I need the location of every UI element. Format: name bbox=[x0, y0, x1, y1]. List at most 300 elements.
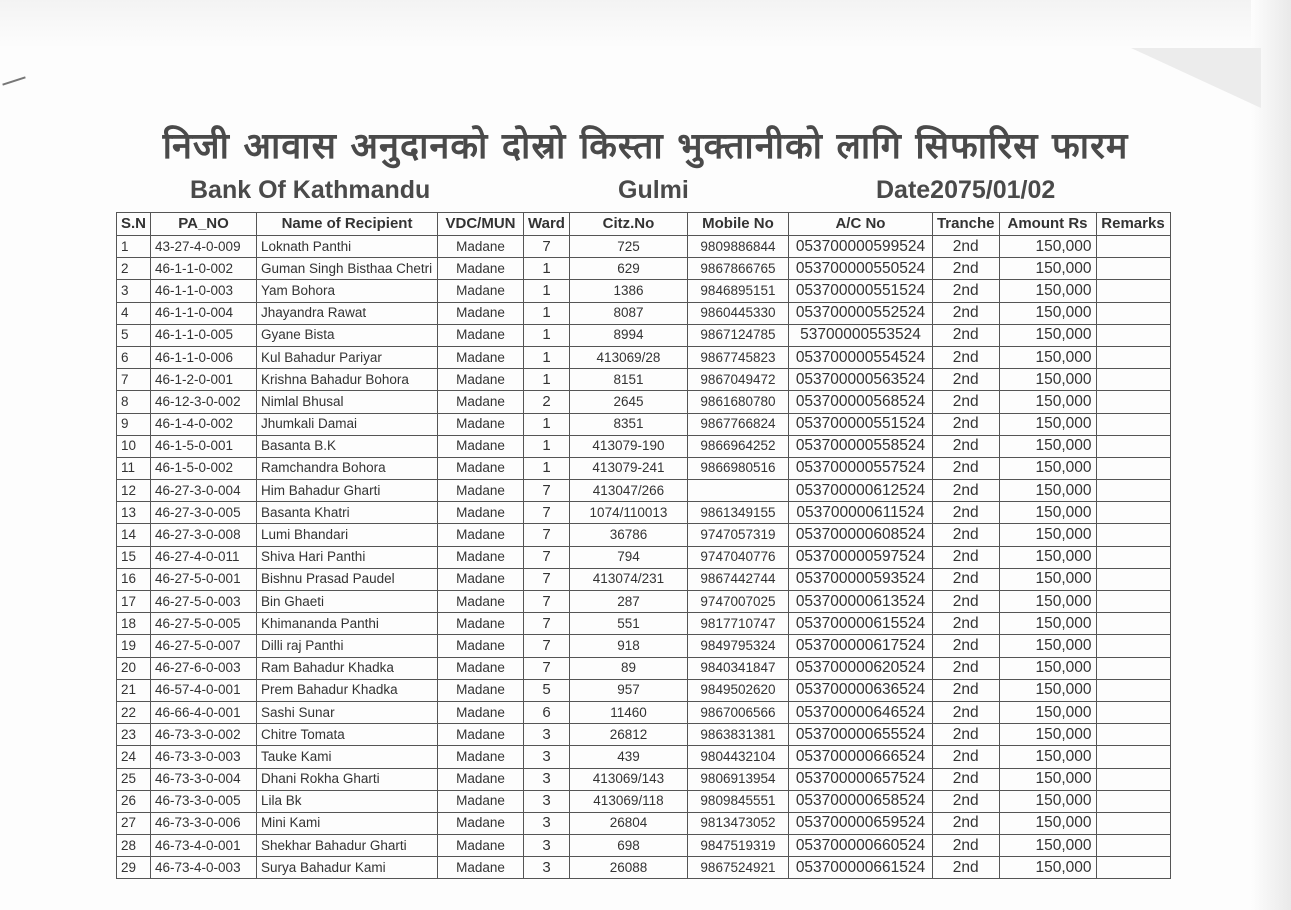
column-header-account: A/C No bbox=[788, 213, 932, 236]
cell-pa-no: 46-27-5-0-001 bbox=[151, 568, 257, 590]
cell-citizenship: 8151 bbox=[569, 369, 687, 391]
cell-ward: 7 bbox=[524, 524, 570, 546]
cell-vdc: Madane bbox=[438, 546, 524, 568]
cell-mobile: 9867442744 bbox=[687, 568, 788, 590]
cell-mobile: 9747040776 bbox=[687, 546, 788, 568]
table-row bbox=[117, 435, 1171, 457]
cell-sn: 6 bbox=[117, 346, 151, 368]
cell-name: Dilli raj Panthi bbox=[257, 635, 438, 657]
cell-name: Prem Bahadur Khadka bbox=[257, 679, 438, 701]
form-title: निजी आवास अनुदानको दोस्रो किस्ता भुक्तानीको लागि सिफारिस फारम bbox=[162, 126, 1129, 167]
cell-remarks bbox=[1096, 480, 1170, 502]
cell-mobile: 9809845551 bbox=[687, 790, 788, 812]
cell-account: 053700000593524 bbox=[788, 568, 932, 590]
cell-pa-no: 46-1-1-0-002 bbox=[151, 258, 257, 280]
cell-remarks bbox=[1096, 790, 1170, 812]
cell-name: Ram Bahadur Khadka bbox=[257, 657, 438, 679]
cell-account: 053700000660524 bbox=[788, 835, 932, 857]
cell-ward: 1 bbox=[524, 457, 570, 479]
page-corner-fold bbox=[1131, 48, 1261, 108]
cell-sn: 14 bbox=[117, 524, 151, 546]
cell-sn: 29 bbox=[117, 857, 151, 879]
cell-amount: 150,000 bbox=[999, 768, 1096, 790]
table-row bbox=[117, 258, 1171, 280]
cell-remarks bbox=[1096, 724, 1170, 746]
table-row bbox=[117, 546, 1171, 568]
cell-sn: 28 bbox=[117, 835, 151, 857]
cell-citizenship: 1074/110013 bbox=[569, 502, 687, 524]
table-row bbox=[117, 302, 1171, 324]
table-row bbox=[117, 701, 1171, 723]
cell-tranche: 2nd bbox=[932, 657, 999, 679]
cell-name: Nimlal Bhusal bbox=[257, 391, 438, 413]
cell-sn: 25 bbox=[117, 768, 151, 790]
cell-tranche: 2nd bbox=[932, 502, 999, 524]
cell-sn: 26 bbox=[117, 790, 151, 812]
column-header-name: Name of Recipient bbox=[257, 213, 438, 236]
cell-pa-no: 46-1-4-0-002 bbox=[151, 413, 257, 435]
cell-vdc: Madane bbox=[438, 724, 524, 746]
cell-account: 053700000550524 bbox=[788, 258, 932, 280]
cell-ward: 3 bbox=[524, 857, 570, 879]
cell-vdc: Madane bbox=[438, 746, 524, 768]
cell-citizenship: 725 bbox=[569, 236, 687, 258]
cell-sn: 19 bbox=[117, 635, 151, 657]
table-row bbox=[117, 724, 1171, 746]
cell-citizenship: 26088 bbox=[569, 857, 687, 879]
cell-sn: 5 bbox=[117, 324, 151, 346]
cell-ward: 1 bbox=[524, 346, 570, 368]
cell-account: 053700000608524 bbox=[788, 524, 932, 546]
cell-ward: 1 bbox=[524, 413, 570, 435]
cell-pa-no: 46-1-5-0-002 bbox=[151, 457, 257, 479]
cell-account: 053700000659524 bbox=[788, 812, 932, 834]
column-header-citizenship: Citz.No bbox=[569, 213, 687, 236]
cell-name: Surya Bahadur Kami bbox=[257, 857, 438, 879]
column-header-vdc: VDC/MUN bbox=[438, 213, 524, 236]
cell-account: 053700000557524 bbox=[788, 457, 932, 479]
cell-tranche: 2nd bbox=[932, 280, 999, 302]
cell-citizenship: 629 bbox=[569, 258, 687, 280]
column-header-amount: Amount Rs bbox=[999, 213, 1096, 236]
cell-account: 053700000658524 bbox=[788, 790, 932, 812]
cell-ward: 3 bbox=[524, 835, 570, 857]
cell-mobile: 9861680780 bbox=[687, 391, 788, 413]
cell-name: Guman Singh Bisthaa Chetri bbox=[257, 258, 438, 280]
cell-tranche: 2nd bbox=[932, 302, 999, 324]
cell-account: 053700000611524 bbox=[788, 502, 932, 524]
cell-amount: 150,000 bbox=[999, 546, 1096, 568]
table-row bbox=[117, 657, 1171, 679]
table-row bbox=[117, 635, 1171, 657]
cell-tranche: 2nd bbox=[932, 369, 999, 391]
cell-sn: 24 bbox=[117, 746, 151, 768]
cell-sn: 11 bbox=[117, 457, 151, 479]
cell-remarks bbox=[1096, 568, 1170, 590]
table-row bbox=[117, 568, 1171, 590]
column-header-ward: Ward bbox=[524, 213, 570, 236]
table-row bbox=[117, 812, 1171, 834]
cell-citizenship: 698 bbox=[569, 835, 687, 857]
cell-tranche: 2nd bbox=[932, 324, 999, 346]
cell-remarks bbox=[1096, 435, 1170, 457]
cell-pa-no: 46-57-4-0-001 bbox=[151, 679, 257, 701]
cell-mobile: 9867124785 bbox=[687, 324, 788, 346]
column-header-sn: S.N bbox=[117, 213, 151, 236]
cell-mobile: 9867866765 bbox=[687, 258, 788, 280]
cell-pa-no: 46-66-4-0-001 bbox=[151, 701, 257, 723]
scan-shadow bbox=[0, 0, 1291, 48]
cell-account: 053700000599524 bbox=[788, 236, 932, 258]
cell-amount: 150,000 bbox=[999, 524, 1096, 546]
cell-pa-no: 46-27-3-0-004 bbox=[151, 480, 257, 502]
cell-tranche: 2nd bbox=[932, 524, 999, 546]
cell-remarks bbox=[1096, 701, 1170, 723]
cell-citizenship: 1386 bbox=[569, 280, 687, 302]
cell-account: 053700000563524 bbox=[788, 369, 932, 391]
cell-pa-no: 46-1-1-0-003 bbox=[151, 280, 257, 302]
cell-tranche: 2nd bbox=[932, 701, 999, 723]
cell-mobile: 9847519319 bbox=[687, 835, 788, 857]
cell-tranche: 2nd bbox=[932, 346, 999, 368]
cell-tranche: 2nd bbox=[932, 236, 999, 258]
cell-account: 053700000568524 bbox=[788, 391, 932, 413]
cell-remarks bbox=[1096, 280, 1170, 302]
cell-remarks bbox=[1096, 369, 1170, 391]
cell-ward: 6 bbox=[524, 701, 570, 723]
cell-account: 053700000554524 bbox=[788, 346, 932, 368]
cell-mobile: 9849795324 bbox=[687, 635, 788, 657]
table-row bbox=[117, 524, 1171, 546]
cell-remarks bbox=[1096, 768, 1170, 790]
district-name: Gulmi bbox=[618, 176, 689, 204]
cell-sn: 1 bbox=[117, 236, 151, 258]
cell-pa-no: 46-73-3-0-004 bbox=[151, 768, 257, 790]
cell-tranche: 2nd bbox=[932, 568, 999, 590]
cell-vdc: Madane bbox=[438, 480, 524, 502]
cell-sn: 16 bbox=[117, 568, 151, 590]
cell-name: Kul Bahadur Pariyar bbox=[257, 346, 438, 368]
cell-vdc: Madane bbox=[438, 568, 524, 590]
cell-mobile: 9747057319 bbox=[687, 524, 788, 546]
table-row bbox=[117, 835, 1171, 857]
cell-amount: 150,000 bbox=[999, 857, 1096, 879]
cell-account: 053700000620524 bbox=[788, 657, 932, 679]
cell-vdc: Madane bbox=[438, 258, 524, 280]
cell-remarks bbox=[1096, 679, 1170, 701]
cell-remarks bbox=[1096, 835, 1170, 857]
table-row bbox=[117, 236, 1171, 258]
cell-remarks bbox=[1096, 258, 1170, 280]
cell-account: 053700000666524 bbox=[788, 746, 932, 768]
cell-pa-no: 46-12-3-0-002 bbox=[151, 391, 257, 413]
cell-remarks bbox=[1096, 524, 1170, 546]
cell-tranche: 2nd bbox=[932, 413, 999, 435]
cell-name: Basanta B.K bbox=[257, 435, 438, 457]
cell-vdc: Madane bbox=[438, 524, 524, 546]
cell-citizenship: 26804 bbox=[569, 812, 687, 834]
table-row bbox=[117, 790, 1171, 812]
cell-tranche: 2nd bbox=[932, 679, 999, 701]
cell-name: Loknath Panthi bbox=[257, 236, 438, 258]
table-row bbox=[117, 324, 1171, 346]
cell-tranche: 2nd bbox=[932, 724, 999, 746]
cell-remarks bbox=[1096, 457, 1170, 479]
table-row bbox=[117, 369, 1171, 391]
cell-remarks bbox=[1096, 613, 1170, 635]
cell-account: 053700000636524 bbox=[788, 679, 932, 701]
cell-ward: 1 bbox=[524, 435, 570, 457]
cell-amount: 150,000 bbox=[999, 391, 1096, 413]
table-row bbox=[117, 679, 1171, 701]
cell-remarks bbox=[1096, 546, 1170, 568]
cell-name: Jhumkali Damai bbox=[257, 413, 438, 435]
cell-amount: 150,000 bbox=[999, 435, 1096, 457]
cell-pa-no: 46-73-4-0-003 bbox=[151, 857, 257, 879]
cell-account: 53700000553524 bbox=[788, 324, 932, 346]
cell-vdc: Madane bbox=[438, 391, 524, 413]
cell-mobile: 9849502620 bbox=[687, 679, 788, 701]
cell-remarks bbox=[1096, 413, 1170, 435]
cell-citizenship: 2645 bbox=[569, 391, 687, 413]
cell-pa-no: 46-1-1-0-006 bbox=[151, 346, 257, 368]
cell-tranche: 2nd bbox=[932, 635, 999, 657]
cell-name: Sashi Sunar bbox=[257, 701, 438, 723]
cell-name: Mini Kami bbox=[257, 812, 438, 834]
cell-mobile: 9846895151 bbox=[687, 280, 788, 302]
cell-vdc: Madane bbox=[438, 435, 524, 457]
cell-vdc: Madane bbox=[438, 236, 524, 258]
cell-ward: 7 bbox=[524, 236, 570, 258]
cell-citizenship: 413079-190 bbox=[569, 435, 687, 457]
cell-vdc: Madane bbox=[438, 857, 524, 879]
table-row bbox=[117, 413, 1171, 435]
cell-citizenship: 918 bbox=[569, 635, 687, 657]
cell-vdc: Madane bbox=[438, 302, 524, 324]
cell-citizenship: 413069/28 bbox=[569, 346, 687, 368]
cell-pa-no: 46-73-3-0-005 bbox=[151, 790, 257, 812]
cell-amount: 150,000 bbox=[999, 280, 1096, 302]
cell-remarks bbox=[1096, 591, 1170, 613]
cell-account: 053700000655524 bbox=[788, 724, 932, 746]
cell-amount: 150,000 bbox=[999, 258, 1096, 280]
cell-mobile: 9806913954 bbox=[687, 768, 788, 790]
cell-sn: 9 bbox=[117, 413, 151, 435]
cell-remarks bbox=[1096, 324, 1170, 346]
cell-sn: 4 bbox=[117, 302, 151, 324]
cell-citizenship: 413074/231 bbox=[569, 568, 687, 590]
cell-tranche: 2nd bbox=[932, 812, 999, 834]
cell-account: 053700000558524 bbox=[788, 435, 932, 457]
cell-vdc: Madane bbox=[438, 457, 524, 479]
cell-ward: 3 bbox=[524, 724, 570, 746]
cell-remarks bbox=[1096, 657, 1170, 679]
table-header-row bbox=[117, 213, 1171, 236]
cell-vdc: Madane bbox=[438, 835, 524, 857]
cell-amount: 150,000 bbox=[999, 591, 1096, 613]
cell-tranche: 2nd bbox=[932, 591, 999, 613]
cell-citizenship: 794 bbox=[569, 546, 687, 568]
cell-pa-no: 46-27-5-0-005 bbox=[151, 613, 257, 635]
cell-pa-no: 46-73-3-0-003 bbox=[151, 746, 257, 768]
cell-amount: 150,000 bbox=[999, 657, 1096, 679]
cell-vdc: Madane bbox=[438, 657, 524, 679]
cell-mobile: 9840341847 bbox=[687, 657, 788, 679]
cell-vdc: Madane bbox=[438, 679, 524, 701]
cell-name: Him Bahadur Gharti bbox=[257, 480, 438, 502]
cell-sn: 7 bbox=[117, 369, 151, 391]
cell-tranche: 2nd bbox=[932, 835, 999, 857]
cell-pa-no: 46-27-5-0-003 bbox=[151, 591, 257, 613]
cell-tranche: 2nd bbox=[932, 613, 999, 635]
cell-ward: 7 bbox=[524, 568, 570, 590]
cell-account: 053700000612524 bbox=[788, 480, 932, 502]
cell-mobile: 9863831381 bbox=[687, 724, 788, 746]
cell-mobile: 9809886844 bbox=[687, 236, 788, 258]
cell-sn: 23 bbox=[117, 724, 151, 746]
cell-remarks bbox=[1096, 236, 1170, 258]
cell-citizenship: 551 bbox=[569, 613, 687, 635]
cell-name: Shekhar Bahadur Gharti bbox=[257, 835, 438, 857]
cell-remarks bbox=[1096, 857, 1170, 879]
cell-name: Bishnu Prasad Paudel bbox=[257, 568, 438, 590]
cell-citizenship: 11460 bbox=[569, 701, 687, 723]
column-header-pa-no: PA_NO bbox=[151, 213, 257, 236]
cell-vdc: Madane bbox=[438, 613, 524, 635]
form-date: Date2075/01/02 bbox=[876, 176, 1056, 204]
table-row bbox=[117, 457, 1171, 479]
column-header-tranche: Tranche bbox=[932, 213, 999, 236]
cell-amount: 150,000 bbox=[999, 369, 1096, 391]
cell-remarks bbox=[1096, 502, 1170, 524]
cell-citizenship: 413069/143 bbox=[569, 768, 687, 790]
cell-vdc: Madane bbox=[438, 502, 524, 524]
cell-ward: 7 bbox=[524, 591, 570, 613]
cell-name: Lumi Bhandari bbox=[257, 524, 438, 546]
cell-account: 053700000551524 bbox=[788, 280, 932, 302]
cell-amount: 150,000 bbox=[999, 324, 1096, 346]
cell-amount: 150,000 bbox=[999, 457, 1096, 479]
cell-ward: 3 bbox=[524, 746, 570, 768]
cell-vdc: Madane bbox=[438, 280, 524, 302]
cell-sn: 15 bbox=[117, 546, 151, 568]
cell-pa-no: 46-1-2-0-001 bbox=[151, 369, 257, 391]
cell-name: Yam Bohora bbox=[257, 280, 438, 302]
cell-ward: 1 bbox=[524, 302, 570, 324]
cell-pa-no: 46-73-3-0-006 bbox=[151, 812, 257, 834]
cell-pa-no: 46-73-3-0-002 bbox=[151, 724, 257, 746]
cell-citizenship: 413079-241 bbox=[569, 457, 687, 479]
cell-remarks bbox=[1096, 635, 1170, 657]
cell-name: Shiva Hari Panthi bbox=[257, 546, 438, 568]
cell-vdc: Madane bbox=[438, 346, 524, 368]
cell-vdc: Madane bbox=[438, 324, 524, 346]
cell-sn: 17 bbox=[117, 591, 151, 613]
cell-mobile: 9866964252 bbox=[687, 435, 788, 457]
cell-pa-no: 46-27-6-0-003 bbox=[151, 657, 257, 679]
cell-amount: 150,000 bbox=[999, 236, 1096, 258]
cell-vdc: Madane bbox=[438, 413, 524, 435]
cell-ward: 1 bbox=[524, 369, 570, 391]
cell-ward: 1 bbox=[524, 324, 570, 346]
cell-citizenship: 8994 bbox=[569, 324, 687, 346]
cell-name: Dhani Rokha Gharti bbox=[257, 768, 438, 790]
cell-vdc: Madane bbox=[438, 768, 524, 790]
cell-account: 053700000613524 bbox=[788, 591, 932, 613]
cell-ward: 7 bbox=[524, 480, 570, 502]
column-header-remarks: Remarks bbox=[1096, 213, 1170, 236]
cell-amount: 150,000 bbox=[999, 835, 1096, 857]
cell-amount: 150,000 bbox=[999, 346, 1096, 368]
cell-account: 053700000615524 bbox=[788, 613, 932, 635]
table-row bbox=[117, 613, 1171, 635]
cell-name: Khimananda Panthi bbox=[257, 613, 438, 635]
table-row bbox=[117, 480, 1171, 502]
cell-citizenship: 26812 bbox=[569, 724, 687, 746]
cell-sn: 13 bbox=[117, 502, 151, 524]
table-row bbox=[117, 502, 1171, 524]
cell-account: 053700000646524 bbox=[788, 701, 932, 723]
cell-citizenship: 413069/118 bbox=[569, 790, 687, 812]
cell-remarks bbox=[1096, 746, 1170, 768]
cell-sn: 22 bbox=[117, 701, 151, 723]
cell-vdc: Madane bbox=[438, 701, 524, 723]
column-header-mobile: Mobile No bbox=[687, 213, 788, 236]
cell-citizenship: 957 bbox=[569, 679, 687, 701]
stray-pen-mark bbox=[2, 76, 25, 85]
cell-sn: 10 bbox=[117, 435, 151, 457]
cell-account: 053700000657524 bbox=[788, 768, 932, 790]
cell-citizenship: 287 bbox=[569, 591, 687, 613]
cell-citizenship: 439 bbox=[569, 746, 687, 768]
cell-mobile: 9747007025 bbox=[687, 591, 788, 613]
cell-amount: 150,000 bbox=[999, 746, 1096, 768]
cell-name: Gyane Bista bbox=[257, 324, 438, 346]
cell-amount: 150,000 bbox=[999, 568, 1096, 590]
cell-amount: 150,000 bbox=[999, 701, 1096, 723]
cell-name: Krishna Bahadur Bohora bbox=[257, 369, 438, 391]
cell-mobile: 9867049472 bbox=[687, 369, 788, 391]
cell-pa-no: 46-27-3-0-005 bbox=[151, 502, 257, 524]
cell-mobile: 9860445330 bbox=[687, 302, 788, 324]
cell-mobile: 9817710747 bbox=[687, 613, 788, 635]
cell-account: 053700000617524 bbox=[788, 635, 932, 657]
cell-sn: 12 bbox=[117, 480, 151, 502]
cell-remarks bbox=[1096, 302, 1170, 324]
cell-account: 053700000661524 bbox=[788, 857, 932, 879]
cell-vdc: Madane bbox=[438, 635, 524, 657]
cell-remarks bbox=[1096, 391, 1170, 413]
cell-citizenship: 8351 bbox=[569, 413, 687, 435]
cell-ward: 7 bbox=[524, 635, 570, 657]
cell-mobile: 9867745823 bbox=[687, 346, 788, 368]
table-row bbox=[117, 746, 1171, 768]
cell-ward: 7 bbox=[524, 502, 570, 524]
table-row bbox=[117, 591, 1171, 613]
cell-mobile: 9867524921 bbox=[687, 857, 788, 879]
cell-ward: 7 bbox=[524, 546, 570, 568]
cell-account: 053700000552524 bbox=[788, 302, 932, 324]
cell-amount: 150,000 bbox=[999, 613, 1096, 635]
cell-tranche: 2nd bbox=[932, 790, 999, 812]
cell-tranche: 2nd bbox=[932, 857, 999, 879]
cell-remarks bbox=[1096, 346, 1170, 368]
cell-tranche: 2nd bbox=[932, 480, 999, 502]
cell-ward: 7 bbox=[524, 657, 570, 679]
cell-name: Tauke Kami bbox=[257, 746, 438, 768]
recipient-table bbox=[116, 212, 1171, 879]
bank-name: Bank Of Kathmandu bbox=[190, 176, 431, 204]
